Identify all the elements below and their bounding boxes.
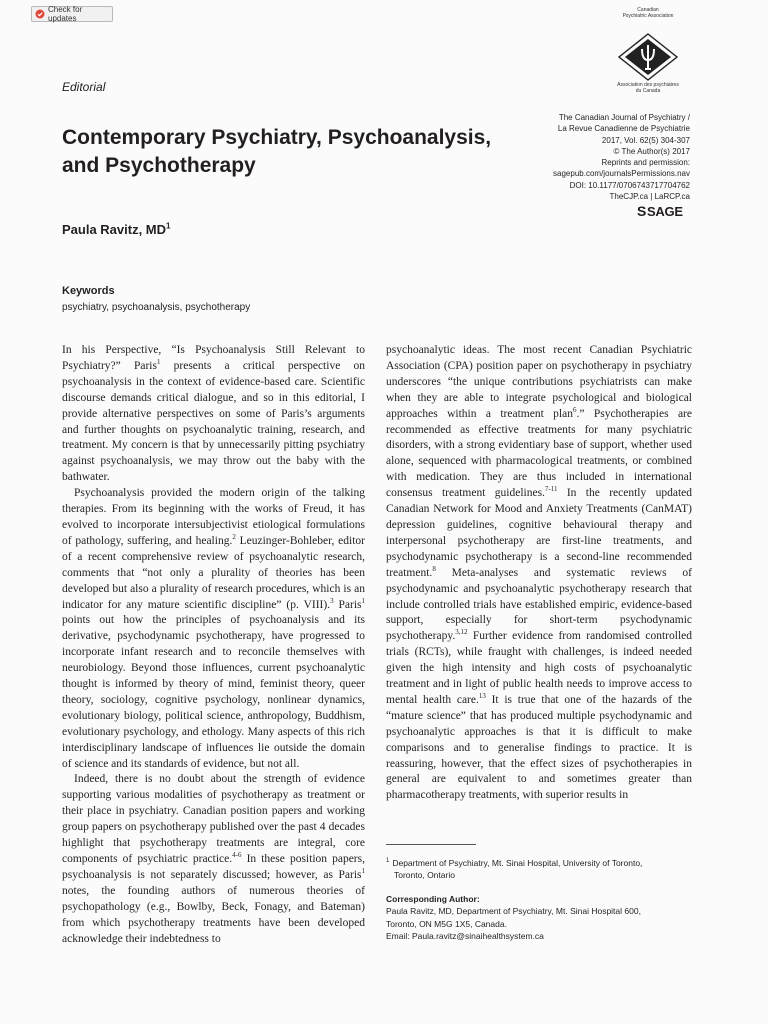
corresponding-author: Corresponding Author: Paula Ravitz, MD, Department of Psychiatry, Mt. Sinai Hospital 600, Toronto, ON M5G 1X5, Canada. Email: Paula.ravitz@sinaihealthsystem.ca: [386, 893, 706, 943]
sage-mark-icon: S: [637, 203, 647, 219]
copyright: © The Author(s) 2017: [613, 146, 690, 156]
journal-sites[interactable]: TheCJP.ca | LaRCP.ca: [609, 192, 690, 202]
check-for-updates-label: Check for updates: [48, 5, 83, 23]
affiliation-footnote: $^1$ Department of Psychiatry, Mt. Sinai Hospital, University of Toronto, Toronto, Ontario: [386, 857, 643, 880]
permissions-link[interactable]: sagepub.com/journalsPermissions.nav: [553, 169, 690, 179]
journal-name-fr: La Revue Canadienne de Psychiatrie: [557, 124, 690, 134]
keywords-list: psychiatry, psychoanalysis, psychotherapy: [62, 302, 251, 313]
psi-diamond-icon: [618, 33, 678, 81]
journal-volume: 2017, Vol. 62(5) 304-307: [601, 135, 690, 145]
body-paragraph: Indeed, there is no doubt about the strength of evidence supporting various modalities of psychotherapy as treatment or their place in psychiatry. Canadian position papers and working group papers on psychotherapy published over the past 4 decades highlight that psychotherapy treatments are integral, core components of psychiatric practice.$^{4-6}$ In these position papers, psychoanalysis is not separately discussed; however, as Paris$^1$ notes, the founding authors of numerous theories of psychopathology (e.g., Bowlby, Beck, Fonagy, and Bateman) from which psychotherapy treatments have been developed acknowledge their indebtedness to: [62, 773, 365, 945]
author-email[interactable]: Email: Paula.ravitz@sinaihealthsystem.ca: [386, 931, 544, 942]
journal-info: [490, 112, 690, 202]
reprints-label: Reprints and permission:: [601, 158, 690, 168]
journal-name-en: The Canadian Journal of Psychiatry /: [558, 113, 690, 122]
section-label: Editorial: [62, 80, 106, 94]
author-name: Paula Ravitz, MD: [62, 222, 167, 237]
society-name-en: Canadian Psychiatric Association: [622, 7, 674, 19]
publisher-name: SAGE: [647, 203, 683, 219]
author-line: [62, 222, 170, 237]
corresponding-author-heading: Corresponding Author:: [386, 894, 480, 904]
check-updates-icon: [35, 9, 45, 19]
article-title: Contemporary Psychiatry, Psychoanalysis, and Psychotherapy: [62, 126, 492, 177]
body-column-right: [386, 343, 692, 804]
body-paragraph: psychoanalytic ideas. The most recent Canadian Psychiatric Association (CPA) position paper on psychotherapy in psychiatry underscores “the unique contributions psychiatrists can make when they are able to integrate psychological and biological approaches within a treatment plan$^6$.” Psychotherapies are recommended as effective treatments for many psychiatric disorders, with a strong evidentiary base of support, whether used alone, sequenced with pharmacological treatments, or combined with medication. They are thus included in international consensus treatment guidelines.$^{7-11}$ In the recently updated Canadian Network for Mood and Anxiety Treatments (CanMAT) depression guidelines, cognitive behavioural therapy and interpersonal psychotherapy are first-line treatments, and psychodynamic psychotherapy is a second-line recommended treatment.$^8$ Meta-analyses and systematic reviews of psychodynamic and psychoanalytic psychotherapy research that include controlled trials have established empiric, evidence-based support, especially for short-term psychodynamic psychotherapy.$^{3,12}$ Further evidence from randomised controlled trials (RCTs), while fraught with challenges, is indeed needed given the high intensity and high costs of psychoanalytic treatment and in light of public health needs to improve access to mental health care.$^{13}$ It is true that one of the hazards of the “mature science” that has produced multiple psychodynamic and psychoanalytic approaches is that it is difficult to make comparisons and to generalise findings to practice. It is reassuring, however, that the effect sizes of psychotherapies in general are equivalent to and sometimes greater than pharmacotherapy treatments, with superior results in: [386, 344, 692, 802]
check-for-updates-button[interactable]: [31, 6, 113, 22]
author-affiliation-mark: 1: [166, 221, 171, 231]
doi[interactable]: DOI: 10.1177/0706743717704762: [569, 180, 690, 190]
society-name-fr: Association des psychiatres du Canada: [617, 82, 679, 94]
footnote-divider: [386, 844, 476, 845]
publisher-logo: [637, 203, 683, 219]
keywords-heading: Keywords: [62, 285, 115, 297]
body-paragraph: Psychoanalysis provided the modern origin of the talking therapies. From its beginning with the works of Freud, it has evolved to incorporate intersubjectivist etiological formulations of pathology, suffering, and healing.$^2$ Leuzinger-Bohleber, editor of a recent comprehensive review of psychoanalytic research, comments that “not only a plurality of theories has been developed but also a plurality of research procedures, which is an indicator for any mature scientific discipline” (p. VIII).$^3$ Paris$^1$ points out how the principles of psychoanalysis and its derivative, psychodynamic psychotherapy, have progressed to incorporate infant research and to reconcile themselves with neurobiology. Beyond those influences, current psychoanalytic thought is informed by theory of mind, feminist theory, queer theory, sociology, cognitive psychology, nonlinear dynamics, evolutionary biology, political science, anthropology, Buddhism, evolutionary psychology, and ethology. Many aspects of this rich interdisciplinary landscape of influences lie outside the domain of science and its standards of evidence, but not all.: [62, 487, 365, 770]
body-paragraph: In his Perspective, “Is Psychoanalysis Still Relevant to Psychiatry?” Paris$^1$ presents a critical perspective on psychoanalysis in the context of evidence-based care. Scientific discourse demands critical dialogue, and so in this editorial, I provide alternative perspectives on some of Paris’s arguments and further thoughts on psychoanalytic training, research, and treatment. My concern is that by unnecessarily pitting psychiatry against psychoanalysis, we may throw out the baby with the bathwater.: [62, 344, 365, 484]
body-column-left: [62, 343, 365, 947]
